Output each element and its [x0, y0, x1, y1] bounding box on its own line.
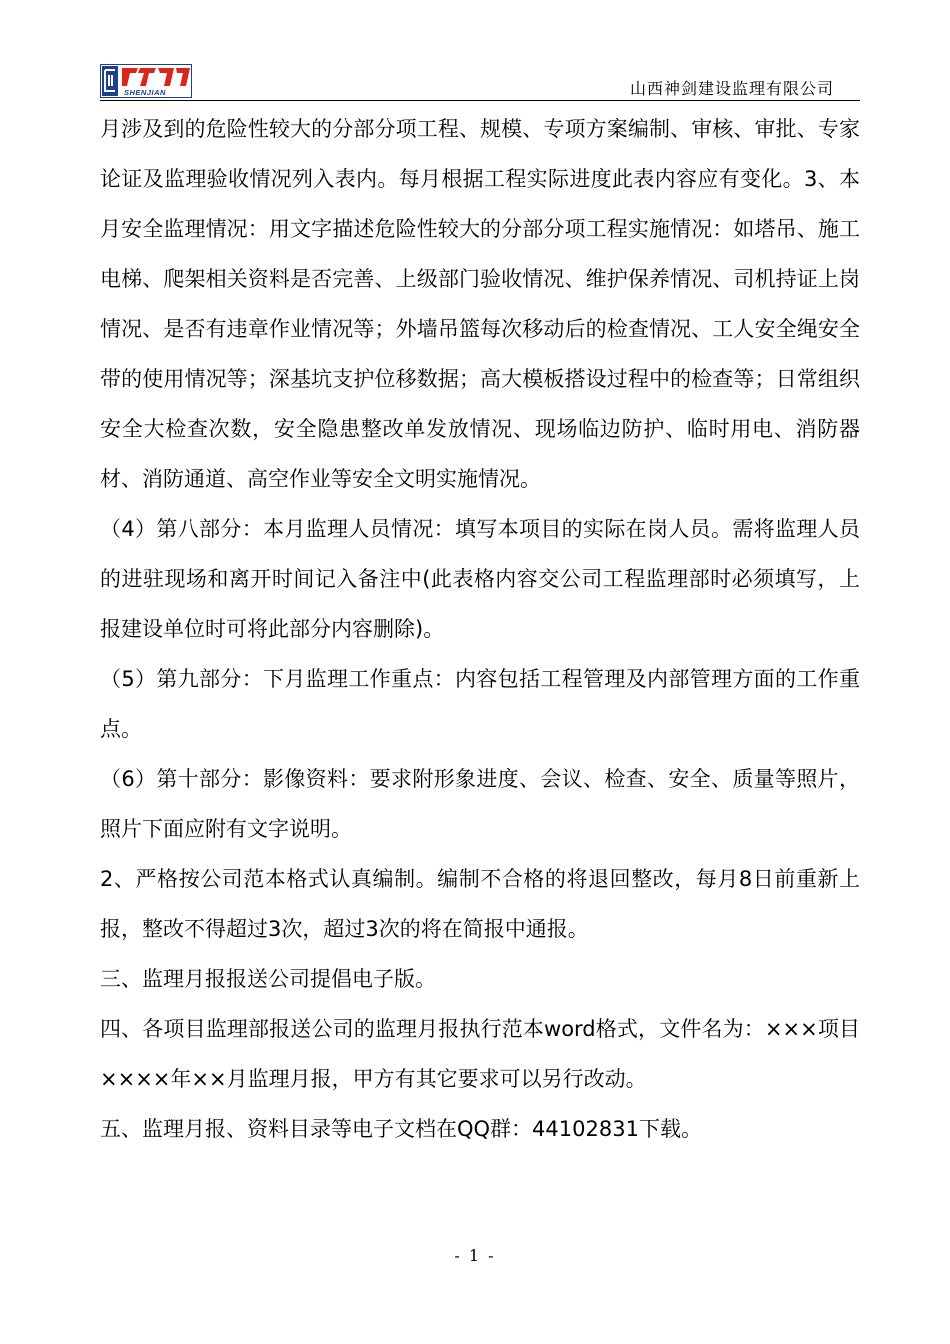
company-logo [100, 64, 192, 98]
paragraph-part-ten: （6）第十部分：影像资料：要求附形象进度、会议、检查、安全、质量等照片，照片下面应附有文字说明。 [100, 767, 860, 841]
page-number: - 1 - [454, 1246, 496, 1265]
paragraph-section-three: 三、监理月报报送公司提倡电子版。 [100, 967, 436, 991]
header-divider [100, 100, 860, 101]
page-header [100, 62, 860, 102]
paragraph-compile-rules: 2、严格按公司范本格式认真编制。编制不合格的将退回整改，每月8日前重新上报，整改不得超过3次，超过3次的将在简报中通报。 [100, 867, 860, 941]
paragraph-part-nine: （5）第九部分：下月监理工作重点：内容包括工程管理及内部管理方面的工作重点。 [100, 667, 860, 741]
logo-wordmark: SHENJIAN [124, 88, 166, 97]
paragraph-section-five: 五、监理月报、资料目录等电子文档在QQ群：44102831下载。 [100, 1117, 702, 1141]
paragraph-safety-supervision: 月涉及到的危险性较大的分部分项工程、规模、专项方案编制、审核、审批、专家论证及监理验收情况列入表内。每月根据工程实际进度此表内容应有变化。3、本月安全监理情况：用文字描述危险性较大的分部分项工程实施情况：如塔吊、施工电梯、爬架相关资料是否完善、上级部门验收情况、维护保养情况、司机持证上岗情况、是否有违章作业情况等；外墙吊篮每次移动后的检查情况、工人安全绳安全带的使用情况等；深基坑支护位移数据；高大模板搭设过程中的检查等；日常组织安全大检查次数，安全隐患整改单发放情况、现场临边防护、临时用电、消防器材、消防通道、高空作业等安全文明实施情况。 [100, 117, 860, 491]
company-name: 山西神剑建设监理有限公司 [629, 79, 834, 98]
paragraph-section-four: 四、各项目监理部报送公司的监理月报执行范本word格式，文件名为：×××项目××××年××月监理月报，甲方有其它要求可以另行改动。 [100, 1017, 860, 1091]
paragraph-part-eight: （4）第八部分：本月监理人员情况：填写本项目的实际在岗人员。需将监理人员的进驻现场和离开时间记入备注中(此表格内容交公司工程监理部时必须填写，上报建设单位时可将此部分内容删除)。 [100, 517, 860, 641]
document-body [100, 104, 860, 1154]
